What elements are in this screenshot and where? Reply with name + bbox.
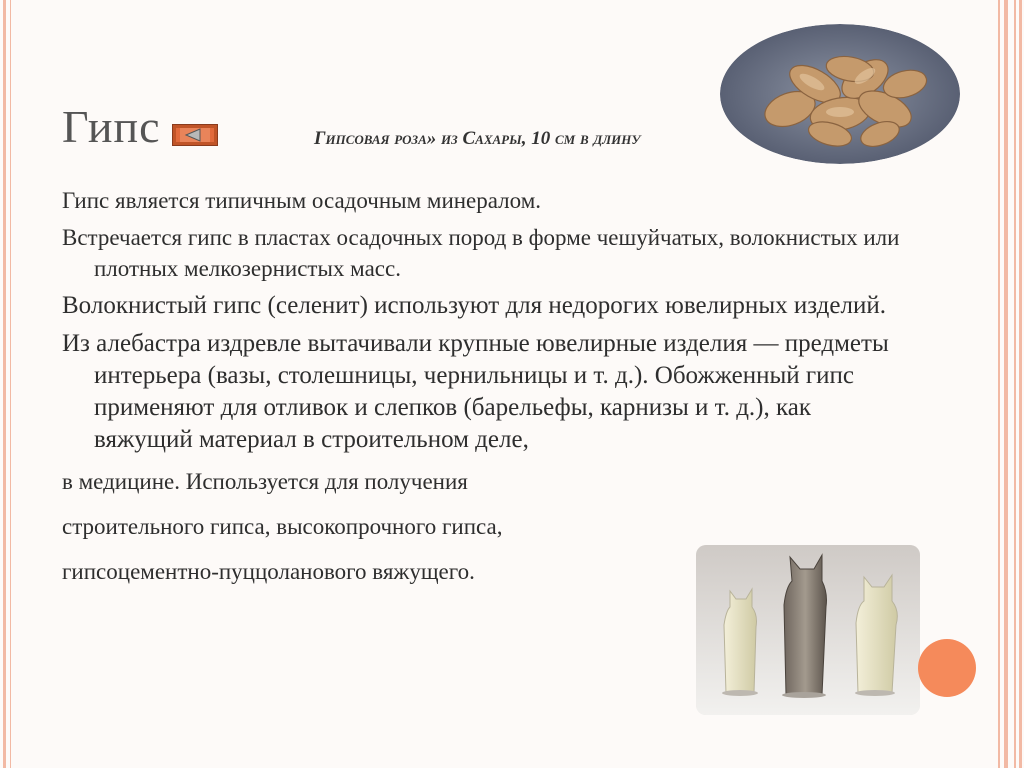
- right-border-line: [998, 0, 1000, 768]
- paragraph-1: Гипс является типичным осадочным минералом.: [62, 188, 542, 213]
- paragraph-4: Из алебастра издревле вытачивали крупные ювелирные изделия — предметы интерьера (вазы, столешницы, чернильницы и т. д.). Обожженный гипс применяют для отливок и слепков (барельефы, карнизы и т. д.), как вяжущий материал в строительном деле,: [62, 330, 889, 453]
- gypsum-rose-image: [720, 24, 960, 164]
- left-border-thin-line: [10, 0, 11, 768]
- back-arrow-icon: [180, 128, 210, 142]
- right-border-thin-line: [1014, 0, 1016, 768]
- right-border-outer-line: [1019, 0, 1022, 768]
- back-button[interactable]: [172, 124, 218, 146]
- image-caption: Гипсовая роза» из Сахары, 10 см в длину: [314, 128, 641, 149]
- paragraph-3: Волокнистый гипс (селенит) используют для недорогих ювелирных изделий.: [62, 292, 886, 319]
- slide-title: Гипс: [62, 101, 161, 152]
- selenite-cats-image: [696, 545, 920, 715]
- line-3: гипсоцементно-пуццоланового вяжущего.: [62, 559, 475, 584]
- line-1: в медицине. Используется для получения: [62, 469, 468, 494]
- line-2: строительного гипса, высокопрочного гипса,: [62, 514, 503, 539]
- right-border-thick-line: [1004, 0, 1008, 768]
- decorative-orange-circle: [918, 639, 976, 697]
- paragraph-2: Встречается гипс в пластах осадочных пород в форме чешуйчатых, волокнистых или плотных мелкозернистых масс.: [62, 225, 900, 281]
- slide-content: [62, 185, 902, 601]
- left-border-line: [3, 0, 6, 768]
